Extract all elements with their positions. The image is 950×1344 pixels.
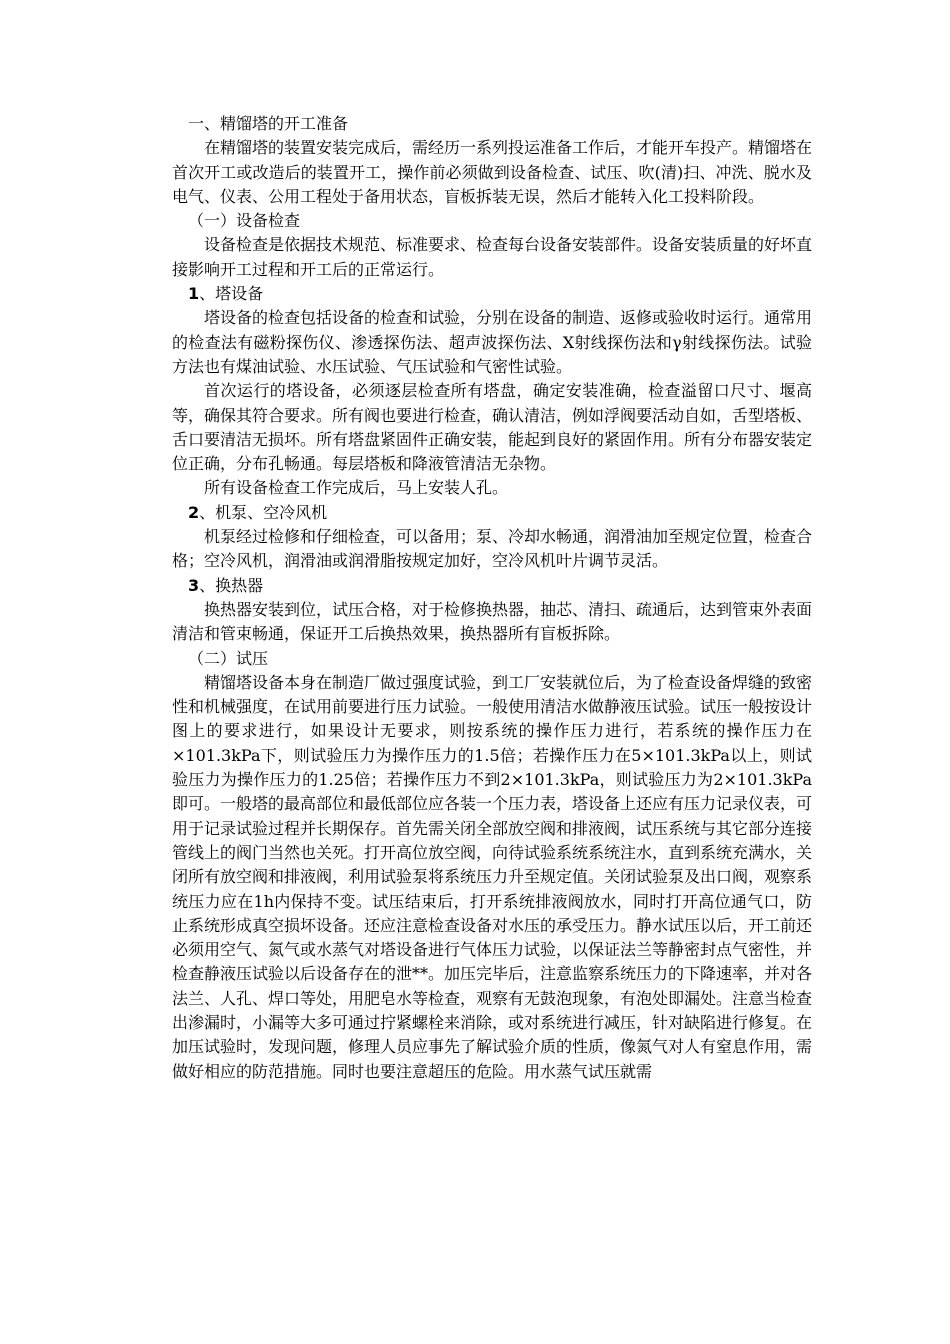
subsection-equipment-check-title: （一）设备检查	[188, 211, 301, 231]
pressure-test-paragraph: 精馏塔设备本身在制造厂做过强度试验，到工厂安装就位后，为了检查设备焊缝的致密性和机械强度，在试用前要进行压力试验。一般使用清洁水做静液压试验。试压一般按设计图上的要求进行，如果设计无要求，则按系统的操作压力进行，若系统的操作压力在 ×101.3kPa下，则试验压力为操作压力的1.5倍；若操作压力在5×101.3kPa以上，则试验压力为操作压力的1.25倍；若操作压力不到2×101.3kPa，则试验压力为2×101.3kPa即可。一般塔的最高部位和最低部位应各装一个压力表，塔设备上还应有压力记录仪表，可用于记录试验过程并长期保存。首先需关闭全部放空阀和排液阀，试压系统与其它部分连接管线上的阀门当然也关死。打开高位放空阀，向待试验系统系统注水，直到系统充满水，关闭所有放空阀和排液阀，利用试验泵将系统压力升至规定值。关闭试验泵及出口阀，观察系统压力应在1h内保持不变。试压结束后，打开系统排液阀放水，同时打开高位通气口，防止系统形成真空损坏设备。还应注意检查设备对水压的承受压力。静水试压以后，开工前还必须用空气、氮气或水蒸气对塔设备进行气体压力试验，以保证法兰等静密封点气密性，并检查静液压试验以后设备存在的泄**。加压完毕后，注意监察系统压力的下降速率，并对各法兰、人孔、焊口等处，用肥皂水等检查，观察有无鼓泡现象，有泡处即漏处。注意当检查出渗漏时，小漏等大多可通过拧紧螺栓来消除，或对系统进行减压，针对缺陷进行修复。在加压试验时，发现问题，修理人员应事先了解试验介质的性质，像氮气对人有窒息作用，需做好相应的防范措施。同时也要注意超压的危险。用水蒸气试压就需	[172, 672, 813, 1081]
section-title: 一、精馏塔的开工准备	[188, 114, 349, 133]
equipment-check-paragraph: 设备检查是依据技术规范、标准要求、检查每台设备安装部件。设备安装质量的好坏直接影响开工过程和开工后的正常运行。	[172, 235, 813, 279]
pumps-fans-paragraph: 机泵经过检修和仔细检查，可以备用；泵、冷却水畅通，润滑油加至规定位置，检查合格；空冷风机，润滑油或润滑脂按规定加好，空冷风机叶片调节灵活。	[172, 527, 813, 571]
manhole-paragraph: 所有设备检查工作完成后，马上安装人孔。	[204, 478, 509, 498]
item-number: 2	[188, 502, 200, 522]
item-heat-exchanger-heading	[172, 574, 812, 598]
item-title: 、换热器	[199, 575, 264, 595]
document-body	[172, 112, 812, 1084]
tower-inspection-paragraph: 塔设备的检查包括设备的检查和试验，分别在设备的制造、返修或验收时运行。通常用的检查法有磁粉探伤仪、渗透探伤法、超声波探伤法、X射线探伤法和γ射线探伤法。试验方法也有煤油试验、水压试验、气压试验和气密性试验。	[172, 308, 813, 376]
item-number: 1	[188, 284, 200, 304]
tower-first-run-paragraph: 首次运行的塔设备，必须逐层检查所有塔盘，确定安装准确，检查溢留口尺寸、堰高等，确保其符合要求。所有阀也要进行检查，确认清洁，例如浮阀要活动自如，舌型塔板、舌口要清洁无损坏。所有塔盘紧固件正确安装，能起到良好的紧固作用。所有分布器安装定位正确，分布孔畅通。每层塔板和降液管清洁无杂物。	[172, 381, 813, 474]
item-pumps-fans-heading	[172, 501, 812, 525]
item-number: 3	[188, 575, 200, 595]
heat-exchanger-paragraph: 换热器安装到位，试压合格，对于检修换热器，抽芯、清扫、疏通后，达到管束外表面清洁和管束畅通，保证开工后换热效果，换热器所有盲板拆除。	[172, 599, 813, 644]
item-title: 、机泵、空冷风机	[199, 502, 328, 522]
subsection-pressure-test-title: （二）试压	[188, 648, 269, 668]
item-tower-equipment-heading	[172, 282, 812, 306]
item-title: 、塔设备	[199, 284, 264, 304]
intro-paragraph: 在精馏塔的装置安装完成后，需经历一系列投运准备工作后，才能开车投产。精馏塔在首次开工或改造后的装置开工，操作前必须做到设备检查、试压、吹(清)扫、冲洗、脱水及电气、仪表、公用工程处于备用状态，盲板拆装无误，然后才能转入化工投料阶段。	[172, 138, 813, 206]
